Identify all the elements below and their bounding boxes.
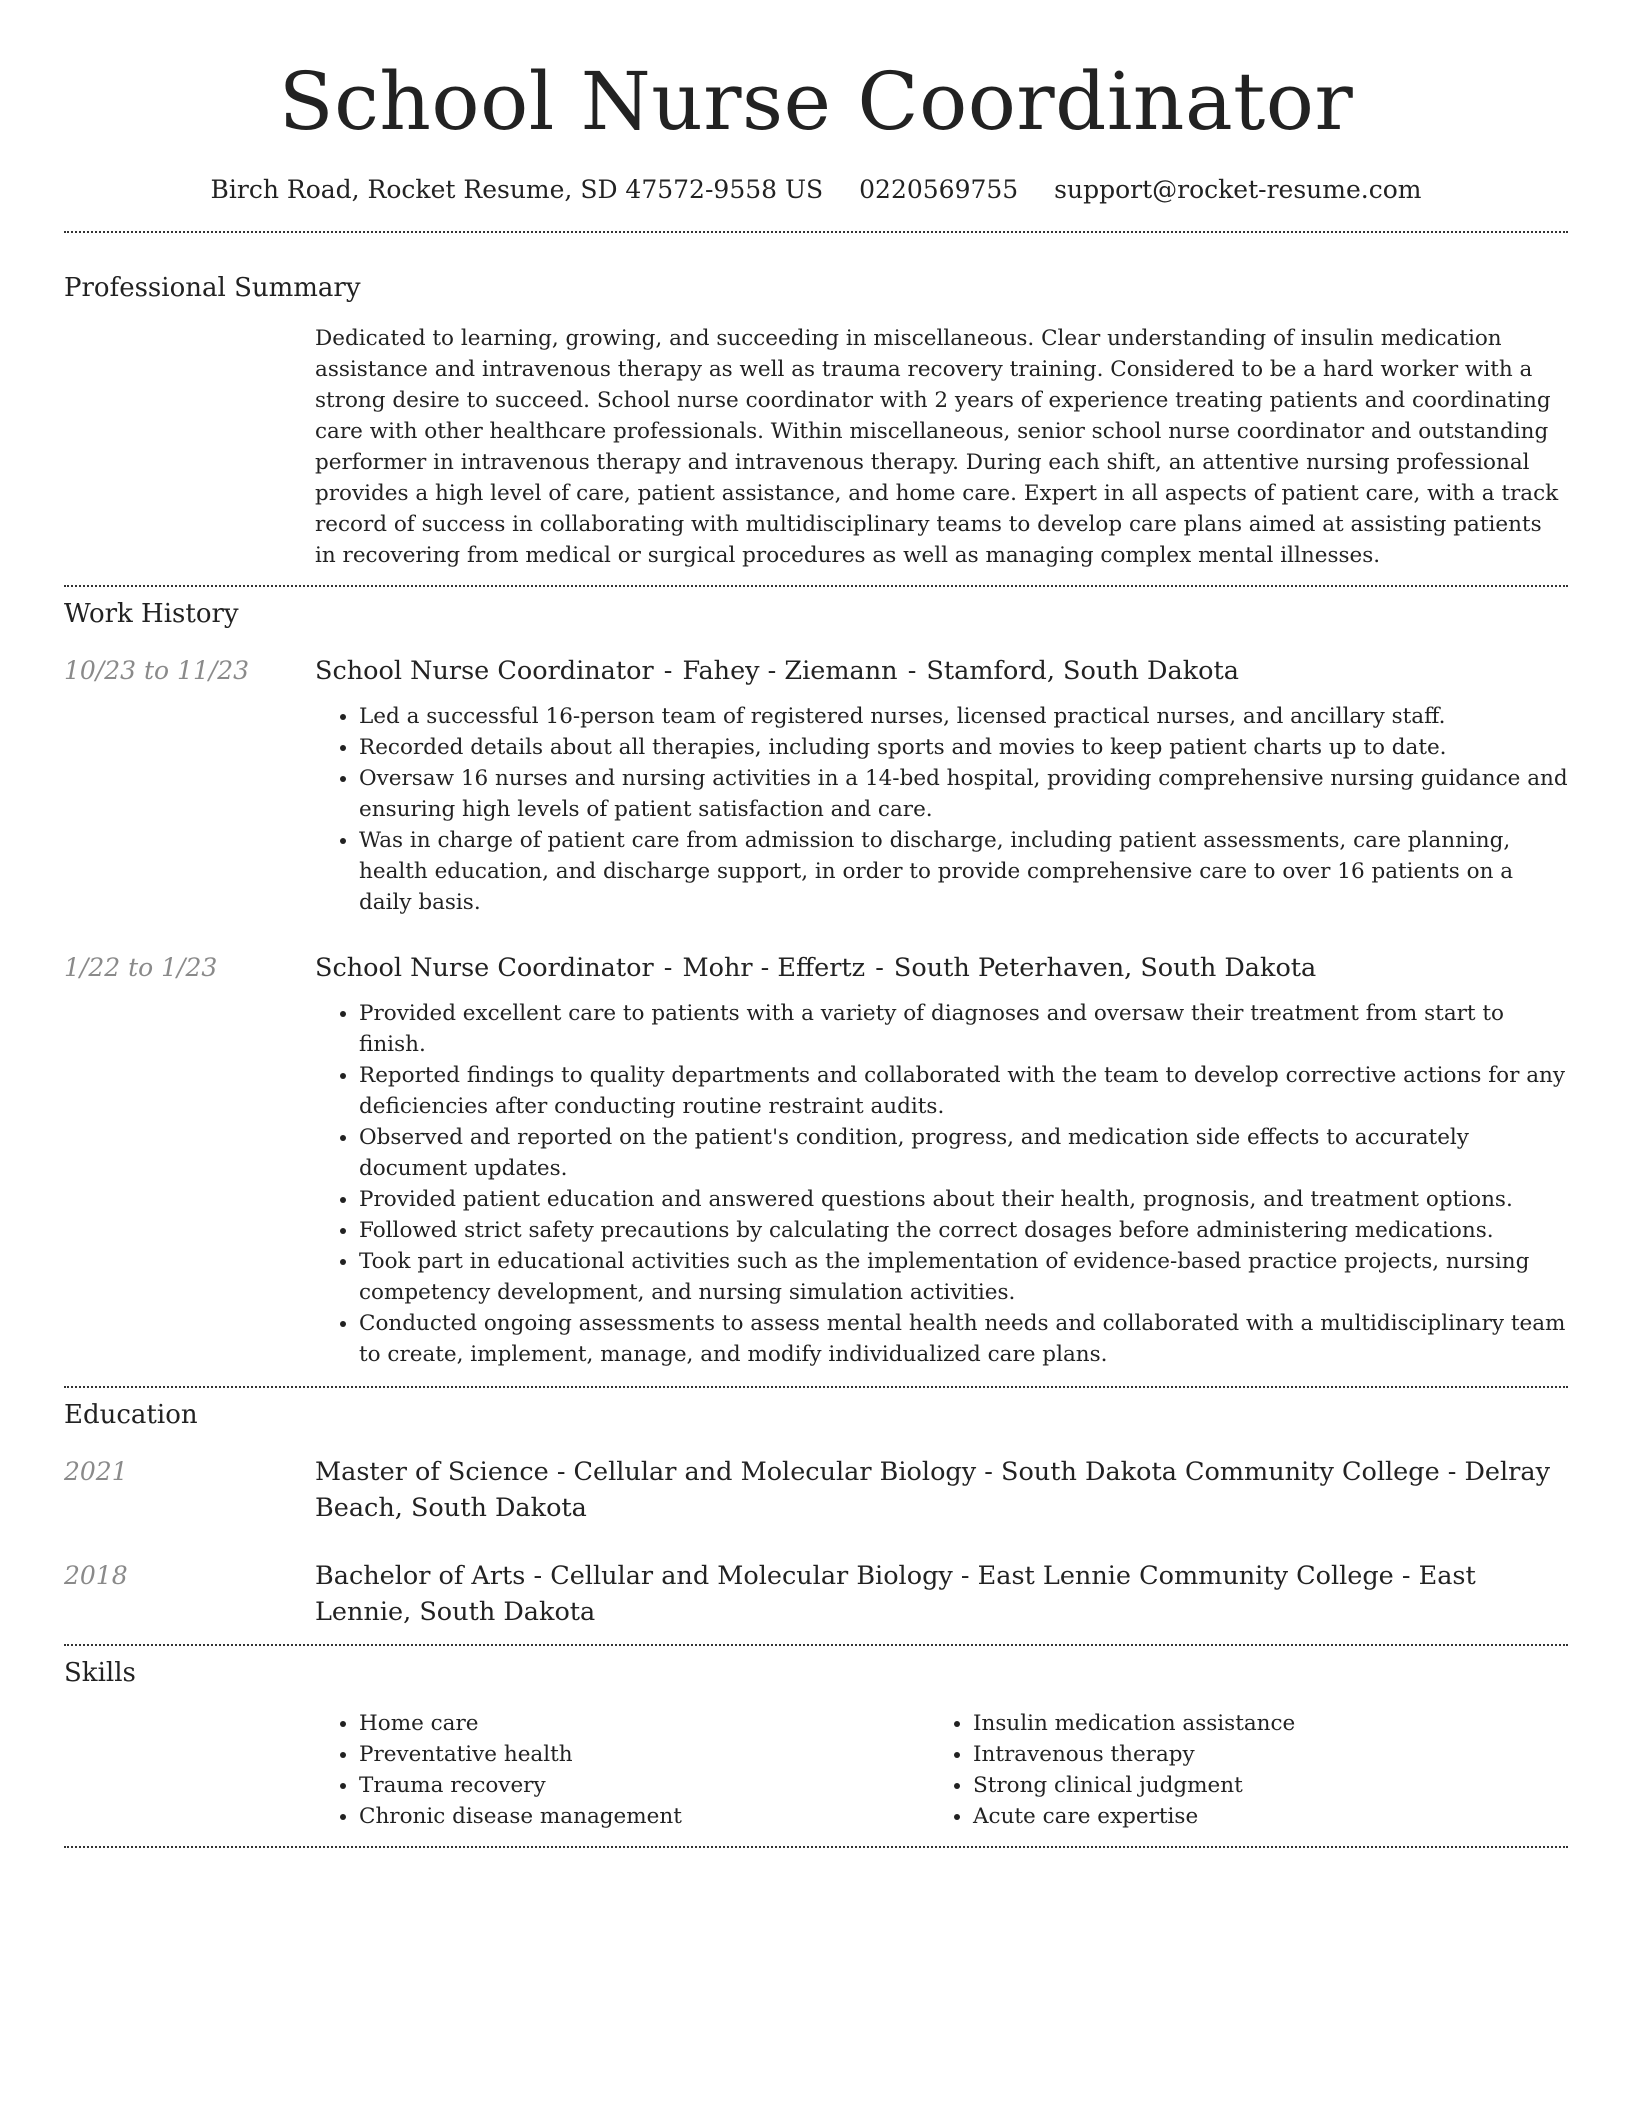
list-item: • Home care bbox=[359, 1708, 929, 1739]
list-item: • Led a successful 16-person team of registered nurses, licensed practical nurses, and ancillary staff. bbox=[359, 701, 1568, 732]
summary-section bbox=[64, 271, 1568, 571]
list-item: • Recorded details about all therapies, including sports and movies to keep patient charts up to date. bbox=[359, 732, 1568, 763]
contact-line bbox=[64, 172, 1568, 208]
section-heading-education: Education bbox=[64, 1400, 198, 1430]
education-section bbox=[64, 1398, 1568, 1630]
job-company: Fahey - Ziemann bbox=[682, 656, 898, 686]
contact-email: support@rocket-resume.com bbox=[1054, 175, 1422, 204]
section-heading-work: Work History bbox=[64, 599, 239, 629]
divider bbox=[64, 1644, 1568, 1646]
job-dates: 1/22 to 1/23 bbox=[64, 953, 218, 982]
job-location: Stamford, South Dakota bbox=[926, 656, 1239, 686]
job-duties bbox=[315, 998, 1568, 1370]
education-entry bbox=[64, 1454, 1568, 1526]
summary-text: Dedicated to learning, growing, and succeeding in miscellaneous. Clear understanding of insulin medication assistance and intravenous therapy as well as trauma recovery training. Considered to be a hard worker with a strong desire to succeed. School nurse coordinator with 2 years of experience treating patients and coordinating care with other healthcare professionals. Within miscellaneous, senior school nurse coordinator and outstanding performer in intravenous therapy and intravenous therapy. During each shift, an attentive nursing professional provides a high level of care, patient assistance, and home care. Expert in all aspects of patient care, with a track record of success in collaborating with multidisciplinary teams to develop care plans aimed at assisting patients in recovering from medical or surgical procedures as well as managing complex mental illnesses. bbox=[315, 326, 1559, 568]
section-heading-summary: Professional Summary bbox=[64, 273, 361, 303]
divider bbox=[64, 1386, 1568, 1388]
list-item: • Oversaw 16 nurses and nursing activities in a 14-bed hospital, providing comprehensive nursing guidance and ensuring high levels of patient satisfaction and care. bbox=[359, 763, 1568, 825]
list-item: • Followed strict safety precautions by calculating the correct dosages before administering medications. bbox=[359, 1215, 1568, 1246]
list-item: • Intravenous therapy bbox=[973, 1739, 1493, 1770]
education-entry bbox=[64, 1558, 1568, 1630]
job-entry bbox=[64, 950, 1568, 1370]
skills-spacer bbox=[64, 1708, 315, 1832]
divider bbox=[64, 1846, 1568, 1848]
job-dates: 10/23 to 11/23 bbox=[64, 656, 250, 685]
job-title: School Nurse Coordinator bbox=[315, 656, 654, 686]
skills-list-right bbox=[929, 1708, 1493, 1832]
candidate-name: School Nurse Coordinator bbox=[278, 55, 1354, 148]
skills-list-left bbox=[315, 1708, 929, 1832]
job-title: School Nurse Coordinator bbox=[315, 953, 654, 983]
list-item: • Provided patient education and answered questions about their health, prognosis, and treatment options. bbox=[359, 1184, 1568, 1215]
contact-phone: 0220569755 bbox=[859, 175, 1019, 204]
summary-spacer bbox=[64, 323, 315, 571]
job-duties bbox=[315, 701, 1568, 918]
education-year: 2018 bbox=[64, 1561, 128, 1590]
list-item: • Observed and reported on the patient's condition, progress, and medication side effects to accurately document updates. bbox=[359, 1122, 1568, 1184]
list-item: • Took part in educational activities such as the implementation of evidence-based practice projects, nursing competency development, and nursing simulation activities. bbox=[359, 1246, 1568, 1308]
job-location: South Peterhaven, South Dakota bbox=[893, 953, 1317, 983]
job-entry bbox=[64, 653, 1568, 918]
section-heading-skills: Skills bbox=[64, 1658, 136, 1688]
list-item: • Provided excellent care to patients with a variety of diagnoses and oversaw their treatment from start to finish. bbox=[359, 998, 1568, 1060]
education-degree: Bachelor of Arts - Cellular and Molecular Biology - East Lennie Community College - East Lennie, South Dakota bbox=[315, 1561, 1476, 1627]
job-heading: School Nurse Coordinator - Mohr - Effertz - South Peterhaven, South Dakota bbox=[315, 953, 1317, 983]
list-item: • Was in charge of patient care from admission to discharge, including patient assessments, care planning, health education, and discharge support, in order to provide comprehensive care to over 16 patients on a daily basis. bbox=[359, 825, 1568, 918]
education-year: 2021 bbox=[64, 1457, 128, 1486]
list-item: • Chronic disease management bbox=[359, 1801, 929, 1832]
job-heading: School Nurse Coordinator - Fahey - Ziemann - Stamford, South Dakota bbox=[315, 656, 1239, 686]
list-item: • Insulin medication assistance bbox=[973, 1708, 1493, 1739]
list-item: • Strong clinical judgment bbox=[973, 1770, 1493, 1801]
list-item: • Acute care expertise bbox=[973, 1801, 1493, 1832]
contact-address: Birch Road, Rocket Resume, SD 47572-9558 US bbox=[210, 175, 824, 204]
skills-section bbox=[64, 1656, 1568, 1832]
list-item: • Preventative health bbox=[359, 1739, 929, 1770]
list-item: • Conducted ongoing assessments to assess mental health needs and collaborated with a multidisciplinary team to create, implement, manage, and modify individualized care plans. bbox=[359, 1308, 1568, 1370]
list-item: • Trauma recovery bbox=[359, 1770, 929, 1801]
education-degree: Master of Science - Cellular and Molecular Biology - South Dakota Community College - Delray Beach, South Dakota bbox=[315, 1457, 1550, 1523]
divider bbox=[64, 585, 1568, 587]
divider bbox=[64, 231, 1568, 233]
job-company: Mohr - Effertz bbox=[682, 953, 866, 983]
list-item: • Reported findings to quality departments and collaborated with the team to develop corrective actions for any deficiencies after conducting routine restraint audits. bbox=[359, 1060, 1568, 1122]
work-history-section bbox=[64, 597, 1568, 1370]
